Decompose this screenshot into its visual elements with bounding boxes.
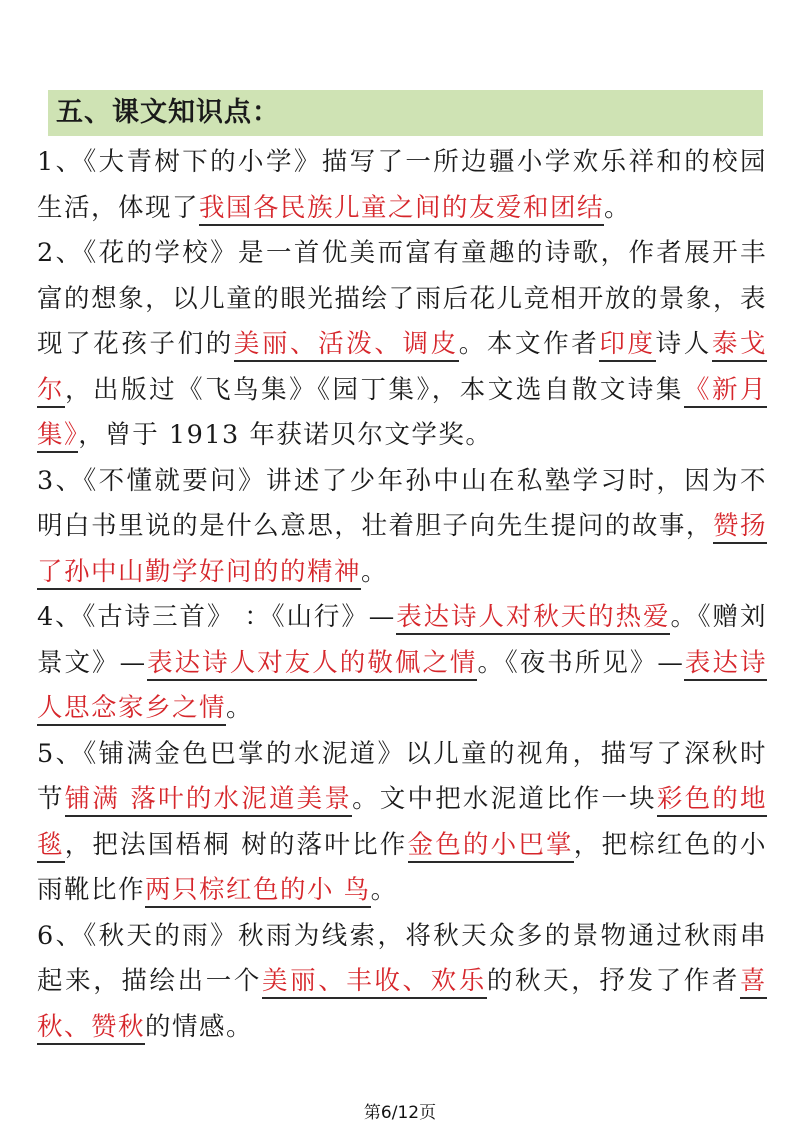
key-answer: 印度 — [599, 329, 655, 362]
knowledge-point-5: 5、《铺满金色巴掌的水泥道》以儿童的视角，描写了深秋时节铺满 落叶的水泥道美景。文中把水泥道比作一块彩色的地毯，把法国梧桐 树的落叶比作金色的小巴掌，把棕红色的小雨靴比作两只棕红色的小 鸟。 — [37, 732, 767, 914]
key-answer: 赞扬了孙中山勤学好问的的精神 — [37, 511, 767, 590]
key-answer: 表达诗人对友人的敬佩之情 — [147, 648, 478, 681]
key-answer: 美丽、活泼、调皮 — [234, 329, 459, 362]
key-answer: 铺满 落叶的水泥道美景 — [65, 784, 352, 817]
key-answer: 金色的小巴掌 — [408, 830, 574, 863]
knowledge-point-1: 1、《大青树下的小学》描写了一所边疆小学欢乐祥和的校园生活，体现了我国各民族儿童之间的友爱和团结。 — [37, 140, 767, 231]
key-answer: 泰戈尔 — [37, 329, 767, 408]
key-answer: 表达诗人思念家乡之情 — [37, 648, 767, 727]
key-answer: 我国各民族儿童之间的友爱和团结 — [199, 193, 604, 226]
knowledge-point-3: 3、《不懂就要问》讲述了少年孙中山在私塾学习时，因为不明白书里说的是什么意思，壮着胆子向先生提问的故事，赞扬了孙中山勤学好问的的精神。 — [37, 459, 767, 596]
key-answer: 彩色的地毯 — [37, 784, 767, 863]
key-answer: 表达诗人对秋天的热爱 — [396, 602, 671, 635]
page-number: 第6/12页 — [363, 1103, 437, 1123]
knowledge-point-4: 4、《古诗三首》 ：《山行》—表达诗人对秋天的热爱。《赠刘景文》—表达诗人对友人的敬佩之情。《夜书所见》—表达诗人思念家乡之情。 — [37, 595, 767, 732]
key-answer: 《新月集》 — [37, 375, 767, 454]
knowledge-point-6: 6、《秋天的雨》秋雨为线索，将秋天众多的景物通过秋雨串起来，描绘出一个美丽、丰收、欢乐的秋天，抒发了作者喜秋、赞秋的情感。 — [37, 914, 767, 1051]
key-answer: 美丽、丰收、欢乐 — [262, 966, 487, 999]
knowledge-points — [37, 140, 767, 1050]
key-answer: 喜秋、赞秋 — [37, 966, 767, 1045]
knowledge-point-2: 2、《花的学校》是一首优美而富有童趣的诗歌，作者展开丰富的想象，以儿童的眼光描绘了雨后花儿竞相开放的景象，表现了花孩子们的美丽、活泼、调皮。本文作者印度诗人泰戈尔，出版过《飞鸟集》《园丁集》，本文选自散文诗集《新月集》，曾于 1913 年获诺贝尔文学奖。 — [37, 231, 767, 459]
key-answer: 两只棕红色的小 鸟 — [145, 875, 371, 908]
section-heading: 五、课文知识点： — [48, 90, 763, 136]
